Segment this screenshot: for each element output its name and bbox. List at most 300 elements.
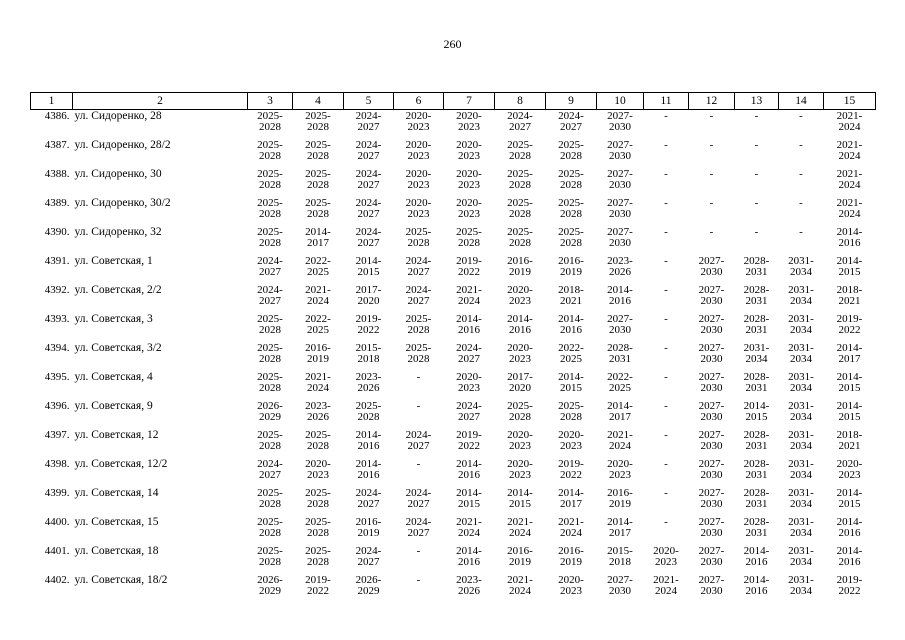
period-cell — [689, 284, 735, 313]
period-end: 2015 — [458, 498, 480, 510]
row-number: 4390. — [44, 226, 70, 238]
empty-dash: - — [664, 168, 668, 180]
period-cell — [735, 516, 779, 545]
period-start: 2024- — [405, 255, 432, 267]
period-end: 2024 — [307, 382, 329, 394]
period-end: 2030 — [700, 527, 723, 539]
period-cell — [689, 139, 735, 168]
period-cell — [248, 545, 293, 574]
period-start: 2025- — [257, 545, 283, 557]
period-end: 2028 — [259, 556, 281, 568]
period-start: 2020- — [507, 458, 533, 470]
period-cell — [779, 487, 824, 516]
period-cell — [735, 139, 779, 168]
period-cell — [495, 487, 546, 516]
period-cell — [824, 487, 876, 516]
period-start: 2025- — [257, 371, 283, 383]
period-start: 2020- — [405, 197, 432, 209]
period-start: 2020- — [405, 168, 432, 180]
period-cell — [597, 139, 644, 168]
period-cell — [597, 255, 644, 284]
period-start: 2025- — [558, 168, 584, 180]
period-start: 2020- — [507, 342, 533, 354]
period-cell — [824, 313, 876, 342]
period-start: 2027- — [607, 574, 633, 586]
period-end: 2023 — [307, 469, 329, 481]
period-cell — [779, 110, 824, 140]
period-end: 2016 — [458, 324, 480, 336]
period-start: 2014- — [355, 255, 382, 267]
period-start: 2024- — [355, 226, 382, 238]
period-cell — [779, 516, 824, 545]
period-end: 2022 — [458, 266, 480, 278]
column-header-5: 5 — [344, 93, 394, 110]
period-start: 2025- — [405, 342, 432, 354]
period-end: 2024 — [838, 150, 861, 162]
period-start: 2027- — [607, 110, 633, 122]
period-end: 2029 — [259, 411, 281, 423]
period-end: 2023 — [458, 179, 480, 191]
period-cell — [344, 139, 394, 168]
period-cell — [546, 545, 597, 574]
empty-dash: - — [754, 197, 759, 209]
period-cell — [344, 429, 394, 458]
period-cell — [495, 139, 546, 168]
period-end: 2027 — [407, 498, 430, 510]
period-end: 2028 — [458, 237, 480, 249]
period-start: 2025- — [558, 139, 584, 151]
period-end: 2016 — [357, 469, 380, 481]
row-number: 4401. — [44, 545, 70, 557]
period-cell — [546, 168, 597, 197]
period-cell — [824, 429, 876, 458]
period-cell — [779, 574, 824, 603]
period-end: 2031 — [745, 266, 768, 278]
period-start: 2031- — [743, 342, 770, 354]
period-end: 2017 — [307, 237, 329, 249]
period-start: 2031- — [788, 342, 814, 354]
row-number: 4400. — [44, 516, 70, 528]
period-start: 2020- — [405, 110, 432, 122]
period-start: 2014- — [836, 487, 863, 499]
empty-dash: - — [799, 226, 803, 238]
period-start: 2021- — [305, 284, 331, 296]
period-cell — [394, 400, 444, 429]
period-end: 2034 — [790, 324, 812, 336]
period-cell — [344, 110, 394, 140]
period-cell — [689, 516, 735, 545]
period-cell — [824, 168, 876, 197]
period-cell — [546, 574, 597, 603]
empty-dash: - — [709, 197, 714, 209]
period-start: 2014- — [507, 313, 533, 325]
period-start: 2016- — [305, 342, 331, 354]
empty-dash: - — [416, 574, 421, 586]
period-end: 2030 — [609, 324, 631, 336]
empty-dash: - — [664, 429, 668, 441]
period-cell — [597, 313, 644, 342]
period-end: 2016 — [609, 295, 631, 307]
period-cell — [546, 458, 597, 487]
table-row — [31, 400, 876, 429]
period-start: 2014- — [607, 516, 633, 528]
period-end: 2028 — [259, 179, 281, 191]
period-start: 2020- — [507, 429, 533, 441]
period-end: 2028 — [509, 179, 531, 191]
empty-dash: - — [664, 516, 668, 528]
period-end: 2027 — [407, 440, 430, 452]
period-cell — [344, 342, 394, 371]
period-start: 2021- — [456, 284, 482, 296]
address-cell: ул. Советская, 4 — [74, 371, 153, 383]
period-start: 2014- — [607, 284, 633, 296]
period-start: 2014- — [355, 429, 382, 441]
address-cell: ул. Советская, 14 — [74, 487, 159, 499]
period-end: 2027 — [259, 469, 281, 481]
column-header-15: 15 — [824, 93, 876, 110]
period-start: 2022- — [305, 313, 331, 325]
period-start: 2028- — [743, 371, 770, 383]
period-cell — [444, 168, 495, 197]
period-end: 2018 — [357, 353, 380, 365]
period-cell — [248, 226, 293, 255]
period-end: 2027 — [458, 411, 480, 423]
period-cell — [824, 255, 876, 284]
column-header-1: 1 — [31, 93, 73, 110]
period-end: 2023 — [458, 150, 480, 162]
period-start: 2024- — [456, 400, 482, 412]
period-end: 2024 — [838, 179, 861, 191]
period-start: 2027- — [698, 429, 725, 441]
period-end: 2027 — [509, 121, 531, 133]
period-cell — [689, 342, 735, 371]
period-start: 2027- — [698, 516, 725, 528]
period-end: 2028 — [560, 208, 582, 220]
period-start: 2014- — [456, 458, 482, 470]
period-end: 2031 — [745, 469, 768, 481]
period-cell — [444, 255, 495, 284]
period-cell — [735, 197, 779, 226]
period-end: 2030 — [609, 208, 631, 220]
period-cell — [394, 284, 444, 313]
period-cell — [779, 284, 824, 313]
period-start: 2020- — [558, 429, 584, 441]
period-end: 2028 — [259, 527, 281, 539]
period-end: 2028 — [407, 324, 430, 336]
period-start: 2021- — [558, 516, 584, 528]
period-start: 2016- — [607, 487, 633, 499]
table-row — [31, 574, 876, 603]
period-end: 2023 — [655, 556, 677, 568]
period-end: 2017 — [609, 527, 631, 539]
period-cell — [444, 574, 495, 603]
period-start: 2025- — [257, 487, 283, 499]
empty-dash: - — [416, 400, 421, 412]
period-cell — [248, 255, 293, 284]
period-start: 2025- — [507, 197, 533, 209]
period-start: 2025- — [305, 197, 331, 209]
period-cell — [824, 516, 876, 545]
period-start: 2028- — [743, 487, 770, 499]
period-start: 2024- — [355, 197, 382, 209]
period-end: 2024 — [458, 527, 480, 539]
period-start: 2017- — [355, 284, 382, 296]
table-row — [31, 458, 876, 487]
period-end: 2034 — [790, 585, 812, 597]
column-header-4: 4 — [293, 93, 344, 110]
period-start: 2025- — [257, 110, 283, 122]
period-cell — [597, 197, 644, 226]
period-end: 2030 — [700, 324, 723, 336]
row-number: 4397. — [44, 429, 70, 441]
page-number: 260 — [443, 37, 462, 51]
period-cell — [689, 371, 735, 400]
period-end: 2019 — [509, 266, 531, 278]
period-cell — [546, 371, 597, 400]
period-cell — [248, 139, 293, 168]
period-cell — [546, 342, 597, 371]
period-start: 2014- — [305, 226, 331, 238]
period-cell — [444, 284, 495, 313]
period-cell — [495, 168, 546, 197]
period-start: 2025- — [257, 313, 283, 325]
period-end: 2022 — [458, 440, 480, 452]
period-cell — [394, 110, 444, 140]
period-start: 2025- — [305, 487, 331, 499]
period-cell — [293, 313, 344, 342]
period-end: 2030 — [609, 585, 631, 597]
period-start: 2014- — [836, 545, 863, 557]
period-start: 2014- — [355, 458, 382, 470]
period-end: 2019 — [509, 556, 531, 568]
period-cell — [689, 110, 735, 140]
period-cell — [248, 313, 293, 342]
period-end: 2030 — [700, 469, 723, 481]
period-start: 2027- — [698, 371, 725, 383]
period-cell — [689, 226, 735, 255]
period-start: 2031- — [788, 284, 814, 296]
column-header-10: 10 — [597, 93, 644, 110]
period-end: 2025 — [307, 266, 329, 278]
period-start: 2019- — [355, 313, 382, 325]
period-start: 2031- — [788, 371, 814, 383]
period-cell — [248, 574, 293, 603]
table-row — [31, 487, 876, 516]
period-start: 2015- — [607, 545, 633, 557]
period-cell — [293, 168, 344, 197]
period-start: 2026- — [257, 574, 283, 586]
period-start: 2025- — [305, 110, 331, 122]
period-cell — [248, 342, 293, 371]
period-start: 2014- — [558, 487, 584, 499]
period-end: 2034 — [790, 411, 812, 423]
period-cell — [689, 574, 735, 603]
period-start: 2020- — [456, 371, 482, 383]
period-start: 2014- — [743, 545, 770, 557]
period-cell — [495, 400, 546, 429]
period-cell — [735, 284, 779, 313]
period-cell — [394, 574, 444, 603]
empty-dash: - — [709, 226, 714, 238]
period-start: 2024- — [355, 168, 382, 180]
period-start: 2027- — [607, 139, 633, 151]
period-end: 2030 — [700, 585, 723, 597]
period-start: 2027- — [698, 400, 725, 412]
period-start: 2020- — [456, 197, 482, 209]
period-start: 2027- — [698, 545, 725, 557]
period-end: 2020 — [357, 295, 380, 307]
period-end: 2030 — [609, 150, 631, 162]
period-end: 2016 — [745, 585, 768, 597]
column-header-6: 6 — [394, 93, 444, 110]
period-end: 2030 — [609, 237, 631, 249]
period-start: 2016- — [355, 516, 382, 528]
period-cell — [495, 516, 546, 545]
address-cell: ул. Советская, 12/2 — [74, 458, 168, 470]
period-end: 2024 — [609, 440, 631, 452]
period-cell — [735, 429, 779, 458]
period-cell — [689, 313, 735, 342]
period-end: 2031 — [745, 498, 768, 510]
empty-dash: - — [754, 139, 759, 151]
period-start: 2020- — [558, 574, 584, 586]
table-row — [31, 255, 876, 284]
period-end: 2023 — [458, 208, 480, 220]
period-start: 2023- — [607, 255, 633, 267]
period-cell — [644, 342, 689, 371]
address-cell: ул. Советская, 12 — [74, 429, 159, 441]
period-cell — [248, 371, 293, 400]
period-cell — [597, 487, 644, 516]
empty-dash: - — [416, 371, 421, 383]
period-end: 2030 — [700, 295, 723, 307]
period-cell — [689, 255, 735, 284]
period-end: 2019 — [307, 353, 329, 365]
period-cell — [546, 400, 597, 429]
period-start: 2025- — [305, 545, 331, 557]
period-cell — [735, 400, 779, 429]
period-end: 2031 — [745, 324, 768, 336]
period-cell — [293, 284, 344, 313]
column-header-2: 2 — [73, 93, 248, 110]
period-cell — [597, 110, 644, 140]
period-cell — [644, 516, 689, 545]
period-cell — [689, 487, 735, 516]
column-header-14: 14 — [779, 93, 824, 110]
period-cell — [495, 429, 546, 458]
period-start: 2020- — [653, 545, 679, 557]
period-start: 2024- — [355, 110, 382, 122]
period-start: 2018- — [558, 284, 584, 296]
period-end: 2024 — [307, 295, 329, 307]
period-end: 2028 — [259, 440, 281, 452]
period-cell — [495, 255, 546, 284]
period-cell — [689, 197, 735, 226]
period-end: 2022 — [838, 324, 861, 336]
row-number: 4392. — [44, 284, 70, 296]
period-start: 2025- — [558, 226, 584, 238]
period-start: 2025- — [456, 226, 482, 238]
period-start: 2028- — [743, 458, 770, 470]
period-start: 2020- — [456, 110, 482, 122]
period-end: 2028 — [560, 237, 582, 249]
period-cell — [394, 545, 444, 574]
period-start: 2021- — [836, 168, 863, 180]
period-end: 2030 — [700, 382, 723, 394]
period-end: 2031 — [745, 295, 768, 307]
period-end: 2023 — [458, 382, 480, 394]
period-start: 2025- — [558, 400, 584, 412]
period-start: 2014- — [836, 400, 863, 412]
period-start: 2027- — [698, 574, 725, 586]
period-start: 2031- — [788, 516, 814, 528]
period-cell — [495, 342, 546, 371]
period-cell — [394, 197, 444, 226]
period-cell — [644, 313, 689, 342]
period-end: 2030 — [700, 353, 723, 365]
period-cell — [779, 313, 824, 342]
period-start: 2022- — [558, 342, 584, 354]
period-start: 2028- — [743, 429, 770, 441]
period-start: 2020- — [456, 168, 482, 180]
period-end: 2024 — [458, 295, 480, 307]
empty-dash: - — [799, 168, 803, 180]
period-cell — [248, 168, 293, 197]
period-end: 2034 — [790, 527, 812, 539]
column-header-8: 8 — [495, 93, 546, 110]
period-start: 2025- — [257, 429, 283, 441]
period-end: 2031 — [745, 440, 768, 452]
period-end: 2028 — [407, 237, 430, 249]
period-cell — [444, 400, 495, 429]
period-cell — [735, 458, 779, 487]
period-cell — [735, 226, 779, 255]
period-end: 2016 — [838, 556, 861, 568]
period-start: 2031- — [788, 574, 814, 586]
address-cell: ул. Сидоренко, 28 — [74, 110, 162, 122]
period-start: 2014- — [558, 313, 584, 325]
period-start: 2025- — [257, 139, 283, 151]
period-cell — [444, 342, 495, 371]
period-cell — [735, 342, 779, 371]
period-start: 2024- — [456, 342, 482, 354]
period-cell — [444, 371, 495, 400]
row-number: 4394. — [44, 342, 70, 354]
period-start: 2014- — [456, 313, 482, 325]
period-start: 2022- — [305, 255, 331, 267]
period-start: 2014- — [836, 255, 863, 267]
period-end: 2026 — [357, 382, 380, 394]
period-start: 2024- — [405, 487, 432, 499]
row-number: 4386. — [44, 110, 70, 122]
period-start: 2020- — [305, 458, 331, 470]
period-cell — [344, 371, 394, 400]
period-end: 2027 — [259, 295, 281, 307]
period-cell — [597, 168, 644, 197]
empty-dash: - — [416, 458, 421, 470]
period-end: 2017 — [838, 353, 861, 365]
period-cell — [293, 226, 344, 255]
period-cell — [597, 545, 644, 574]
empty-dash: - — [664, 226, 668, 238]
period-end: 2030 — [700, 440, 723, 452]
period-end: 2028 — [560, 150, 582, 162]
period-start: 2027- — [698, 313, 725, 325]
repair-schedule-table — [30, 92, 876, 603]
period-start: 2026- — [257, 400, 283, 412]
period-start: 2024- — [355, 139, 382, 151]
column-header-12: 12 — [689, 93, 735, 110]
